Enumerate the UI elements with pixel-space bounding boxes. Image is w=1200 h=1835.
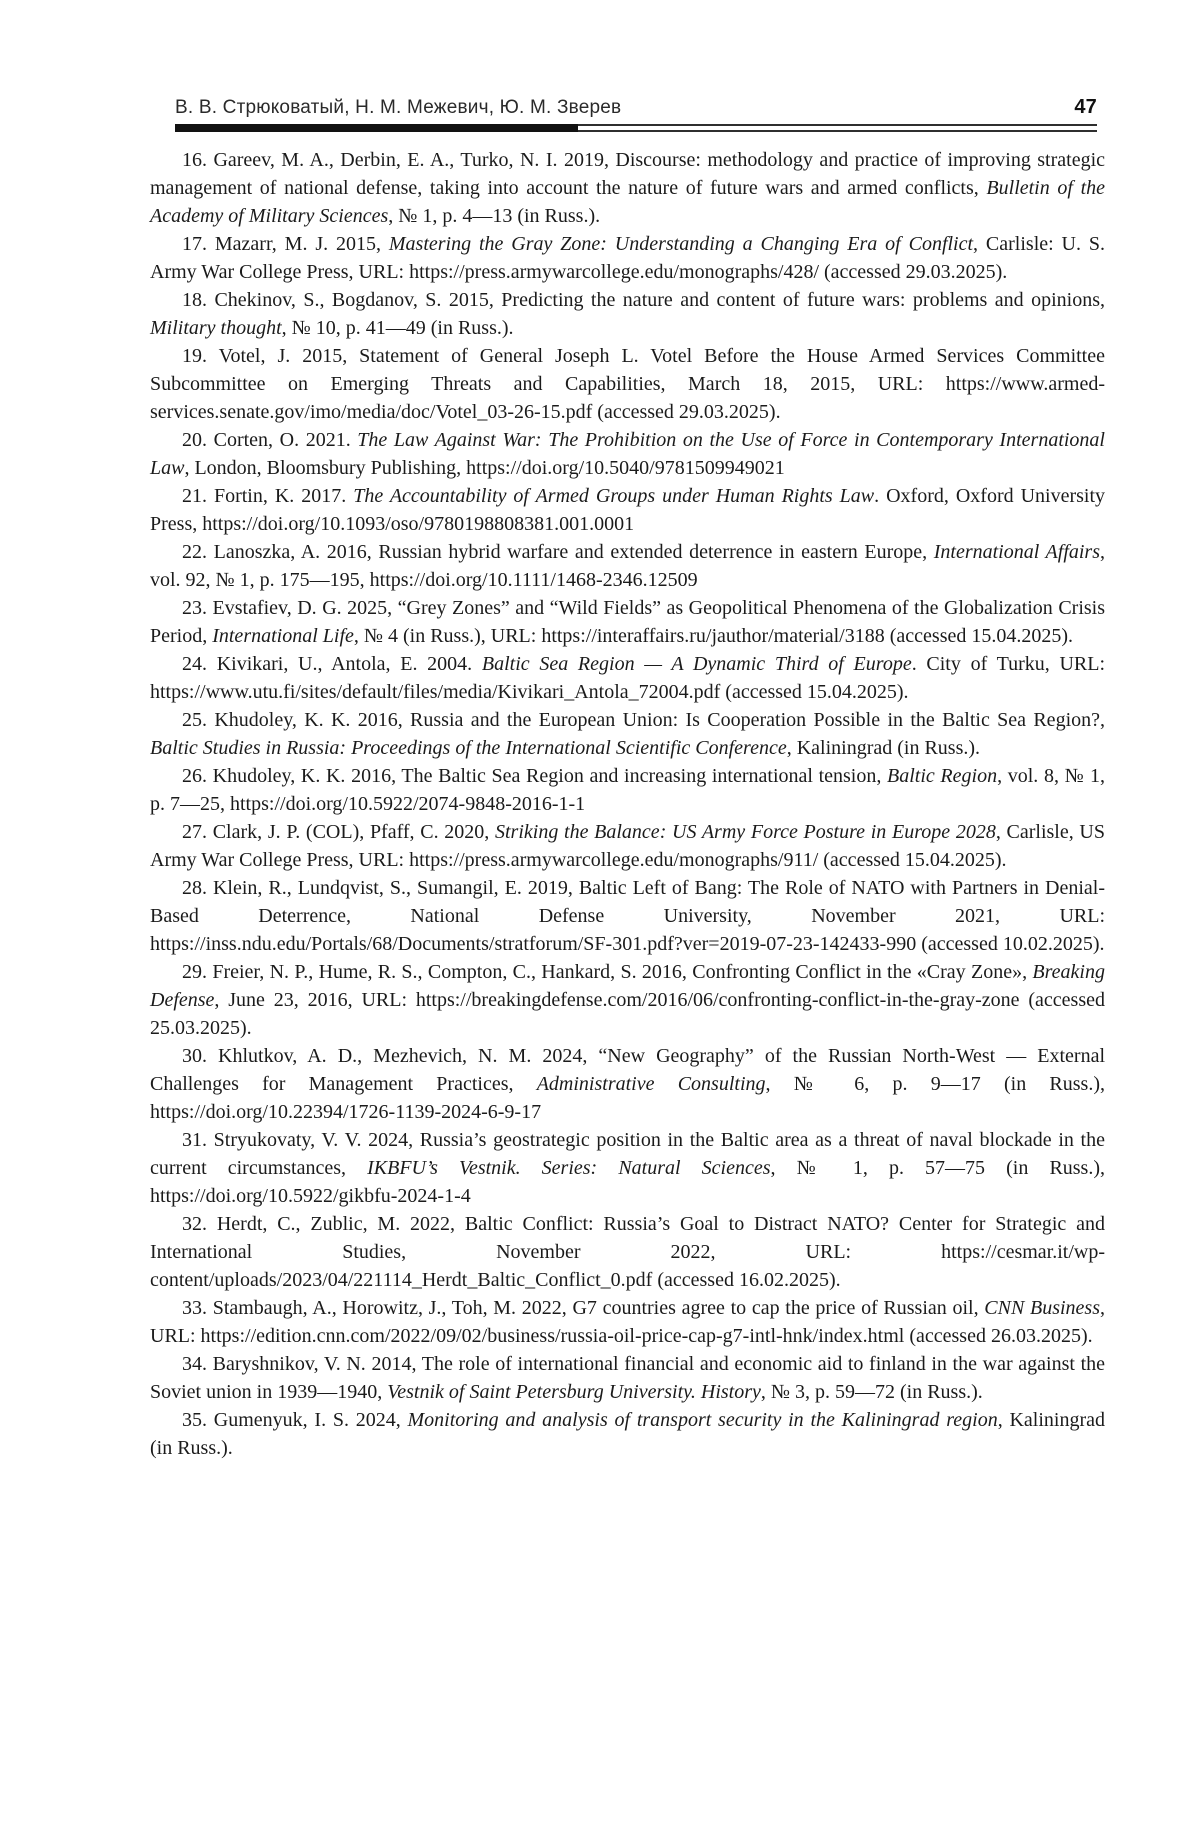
reference-text: . Oxford, Oxford University Press, https://doi.org/10.1093/oso/9780198808381.001.0001	[150, 485, 1106, 535]
reference-item	[150, 1210, 1105, 1294]
reference-item	[150, 1350, 1105, 1406]
reference-text: , № 10, p. 41—49 (in Russ.).	[281, 317, 514, 339]
running-header	[175, 96, 1097, 119]
reference-text: , № 1, p. 4—13 (in Russ.).	[388, 205, 601, 227]
reference-text: 31. Stryukovaty, V. V. 2024, Russia’s geostrategic position in the Baltic area as a threat of naval blockade in the current circumstances,	[150, 1129, 1105, 1179]
reference-item	[150, 874, 1105, 958]
reference-item	[150, 230, 1105, 286]
reference-source-italic: Baltic Region	[887, 765, 998, 787]
reference-item	[150, 426, 1105, 482]
reference-item	[150, 1042, 1105, 1126]
reference-text: 18. Chekinov, S., Bogdanov, S. 2015, Predicting the nature and content of future wars: problems and opinions,	[182, 289, 1105, 311]
reference-text: , vol. 92, № 1, p. 175—195, https://doi.org/10.1111/1468-2346.12509	[150, 541, 1105, 591]
reference-source-italic: Baltic Sea Region — A Dynamic Third of Europe	[481, 653, 912, 675]
reference-item	[150, 1294, 1105, 1350]
reference-item	[150, 482, 1105, 538]
reference-item	[150, 762, 1105, 818]
header-authors: В. В. Стрюковатый, Н. М. Межевич, Ю. М. Зверев	[175, 97, 622, 118]
header-rule-bold-segment	[175, 124, 578, 132]
reference-source-italic: Mastering the Gray Zone: Understanding a Changing Era of Conflict	[388, 233, 974, 255]
reference-source-italic: Military thought	[150, 317, 282, 339]
reference-text: , London, Bloomsbury Publishing, https://doi.org/10.5040/9781509949021	[184, 457, 785, 479]
reference-source-italic: The Law Against War: The Prohibition on the Use of Force in Contemporary International Law	[150, 429, 1105, 479]
reference-text: 23. Evstafiev, D. G. 2025, “Grey Zones” and “Wild Fields” as Geopolitical Phenomena of the Globalization Crisis Period,	[150, 597, 1105, 647]
reference-text: . City of Turku, URL: https://www.utu.fi/sites/default/files/media/Kivikari_Antola_72004.pdf (accessed 15.04.2025).	[150, 653, 1106, 703]
reference-source-italic: International Affairs	[933, 541, 1100, 563]
reference-source-italic: Monitoring and analysis of transport security in the Kaliningrad region	[407, 1409, 998, 1431]
reference-item	[150, 1126, 1105, 1210]
reference-text: , Carlisle, US Army War College Press, URL: https://press.armywarcollege.edu/monographs/911/ (accessed 15.04.2025).	[150, 821, 1105, 871]
reference-text: , vol. 8, № 1, p. 7—25, https://doi.org/10.5922/2074-9848-2016-1-1	[150, 765, 1105, 815]
reference-text: 25. Khudoley, K. K. 2016, Russia and the European Union: Is Cooperation Possible in the Baltic Sea Region?,	[182, 709, 1105, 731]
reference-source-italic: International Life	[212, 625, 354, 647]
reference-text: 24. Kivikari, U., Antola, E. 2004.	[182, 653, 482, 675]
reference-text: , № 6, p. 9—17 (in Russ.), https://doi.org/10.22394/1726-1139-2024-6-9-17	[150, 1073, 1106, 1123]
reference-text: 33. Stambaugh, A., Horowitz, J., Toh, M. 2022, G7 countries agree to cap the price of Russian oil,	[182, 1297, 985, 1319]
reference-text: 20. Corten, O. 2021.	[182, 429, 358, 451]
reference-text: 19. Votel, J. 2015, Statement of General Joseph L. Votel Before the House Armed Services Committee Subcommittee on Emerging Threats and Capabilities, March 18, 2015, URL: https://www.armed-services.senate.gov/imo/media/doc/Votel_03-26-15.pdf (accessed 29.03.2025).	[150, 345, 1105, 423]
reference-item	[150, 594, 1105, 650]
reference-text: , № 1, p. 57—75 (in Russ.), https://doi.org/10.5922/gikbfu-2024-1-4	[150, 1157, 1106, 1207]
reference-text: 21. Fortin, K. 2017.	[182, 485, 354, 507]
reference-text: 16. Gareev, M. A., Derbin, E. A., Turko, N. I. 2019, Discourse: methodology and practice of improving strategic management of national defense, taking into account the nature of future wars and armed conflicts,	[150, 149, 1105, 199]
reference-item	[150, 958, 1105, 1042]
reference-text: 27. Clark, J. P. (COL), Pfaff, C. 2020,	[182, 821, 495, 843]
reference-text: , Kaliningrad (in Russ.).	[786, 737, 981, 759]
reference-text: 17. Mazarr, M. J. 2015,	[182, 233, 389, 255]
reference-source-italic: Bulletin of the Academy of Military Sciences	[150, 177, 1105, 227]
reference-item	[150, 286, 1105, 342]
reference-text: 22. Lanoszka, A. 2016, Russian hybrid warfare and extended deterrence in eastern Europe,	[182, 541, 934, 563]
reference-item	[150, 538, 1105, 594]
reference-text: , Carlisle: U. S. Army War College Press, URL: https://press.armywarcollege.edu/monographs/428/ (accessed 29.03.2025).	[150, 233, 1105, 283]
reference-text: , June 23, 2016, URL: https://breakingdefense.com/2016/06/confronting-conflict-in-the-gray-zone (accessed 25.03.2025).	[150, 989, 1105, 1039]
reference-source-italic: Baltic Studies in Russia: Proceedings of the International Scientific Conference	[150, 737, 787, 759]
reference-text: , URL: https://edition.cnn.com/2022/09/02/business/russia-oil-price-cap-g7-intl-hnk/index.html (accessed 26.03.2025).	[150, 1297, 1105, 1347]
reference-source-italic: Breaking Defense	[150, 961, 1105, 1011]
reference-source-italic: IKBFU’s Vestnik. Series: Natural Sciences	[367, 1157, 771, 1179]
reference-item	[150, 1406, 1105, 1462]
reference-text: 26. Khudoley, K. K. 2016, The Baltic Sea Region and increasing international tension,	[182, 765, 888, 787]
reference-text: 30. Khlutkov, A. D., Mezhevich, N. M. 2024, “New Geography” of the Russian North-West — External Challenges for Management Practices,	[150, 1045, 1105, 1095]
reference-item	[150, 146, 1105, 230]
reference-text: 35. Gumenyuk, I. S. 2024,	[182, 1409, 408, 1431]
reference-text: 29. Freier, N. P., Hume, R. S., Compton, C., Hankard, S. 2016, Confronting Conflict in the «Cray Zone»,	[182, 961, 1033, 983]
reference-text: 28. Klein, R., Lundqvist, S., Sumangil, E. 2019, Baltic Left of Bang: The Role of NATO with Partners in Denial-Based Deterrence, National Defense University, November 2021, URL: https://inss.ndu.edu/Portals/68/Documents/stratforum/SF-301.pdf?ver=2019-07-23-142433-990 (accessed 10.02.2025).	[150, 877, 1105, 955]
header-rule	[175, 124, 1097, 132]
reference-source-italic: CNN Business	[984, 1297, 1100, 1319]
reference-text: , № 4 (in Russ.), URL: https://interaffairs.ru/jauthor/material/3188 (accessed 15.04.2025).	[353, 625, 1074, 647]
reference-text: 34. Baryshnikov, V. N. 2014, The role of international financial and economic aid to finland in the war against the Soviet union in 1939—1940,	[150, 1353, 1105, 1403]
reference-source-italic: The Accountability of Armed Groups under Human Rights Law	[353, 485, 875, 507]
reference-text: , Kaliningrad (in Russ.).	[150, 1409, 1105, 1459]
reference-item	[150, 342, 1105, 426]
reference-item	[150, 650, 1105, 706]
reference-text: , № 3, p. 59—72 (in Russ.).	[760, 1381, 983, 1403]
reference-item	[150, 818, 1105, 874]
reference-text: 32. Herdt, C., Zublic, M. 2022, Baltic Conflict: Russia’s Goal to Distract NATO? Center for Strategic and International Studies, November 2022, URL: https://cesmar.it/wp-content/uploads/2023/04/221114_Herdt_Baltic_Conflict_0.pdf (accessed 16.02.2025).	[150, 1213, 1105, 1291]
reference-source-italic: Vestnik of Saint Petersburg University. History	[387, 1381, 761, 1403]
header-page-number: 47	[1074, 96, 1097, 118]
reference-item	[150, 706, 1105, 762]
reference-source-italic: Striking the Balance: US Army Force Posture in Europe 2028	[495, 821, 996, 843]
reference-source-italic: Administrative Consulting	[536, 1073, 766, 1095]
references-list	[150, 146, 1105, 1462]
